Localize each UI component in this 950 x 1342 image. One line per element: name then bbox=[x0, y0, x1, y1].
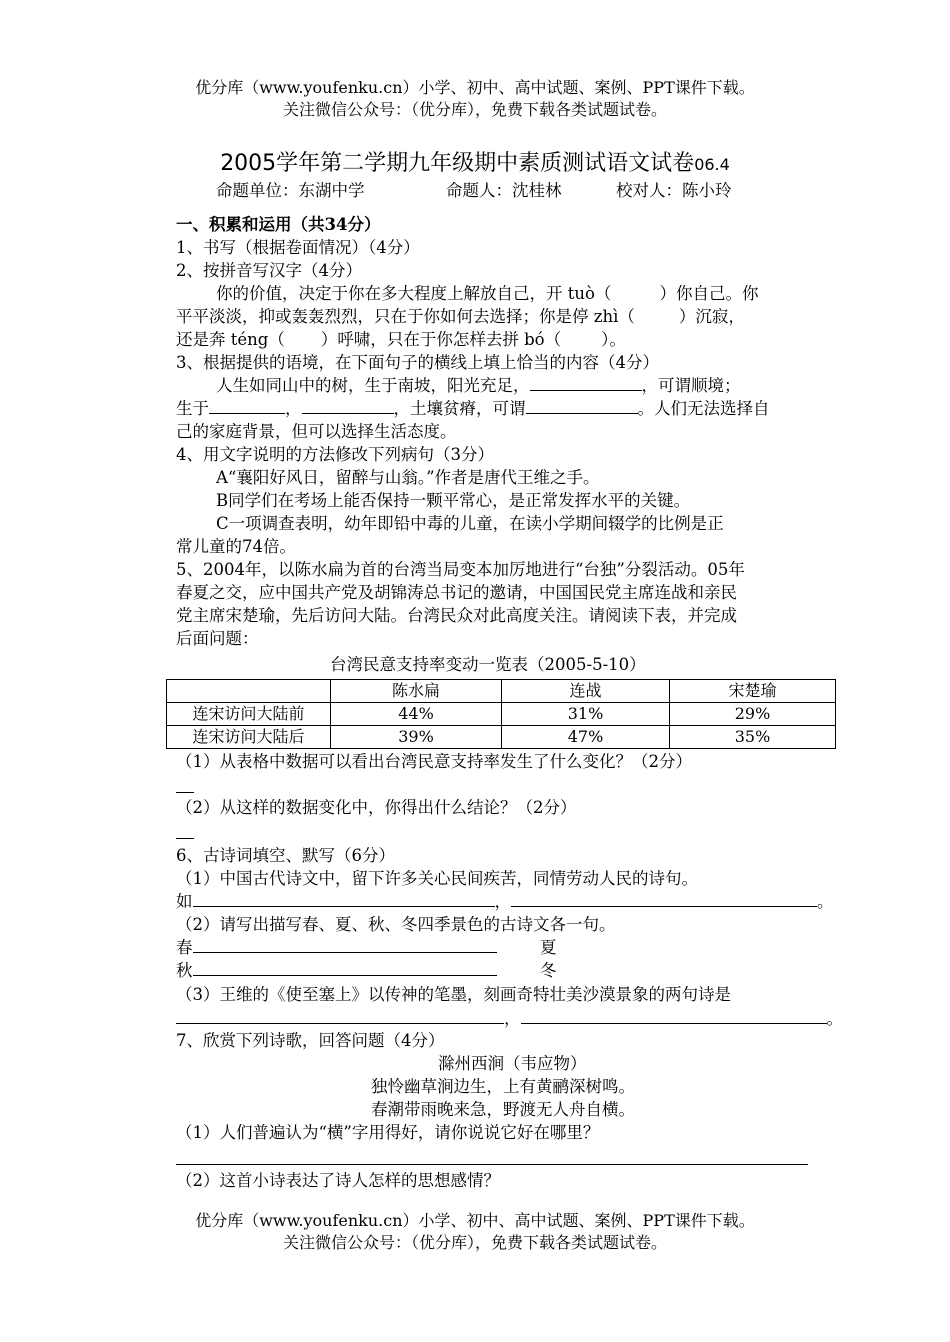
table-header-row bbox=[167, 680, 836, 703]
section-heading: 一、积累和运用（共34分） bbox=[176, 215, 381, 234]
question-4-label: 4、用文字说明的方法修改下列病句（3分） bbox=[176, 445, 494, 464]
poem-line-1: 独怜幽草涧边生，上有黄鹂深树鸣。 bbox=[371, 1077, 635, 1096]
question-5-sub-1: （1）从表格中数据可以看出台湾民意支持率发生了什么变化？（2分） bbox=[176, 752, 692, 771]
answer-blank[interactable] bbox=[302, 398, 394, 414]
question-4-a: A“襄阳好风日，留醉与山翁。”作者是唐代王维之手。 bbox=[216, 468, 600, 487]
question-7-label: 7、欣赏下列诗歌，回答问题（4分） bbox=[176, 1031, 445, 1050]
question-3-line-1: 人生如同山中的树，生于南坡，阳光充足， ，可谓顺境； bbox=[216, 376, 741, 395]
question-2-label: 2、按拼音写汉字（4分） bbox=[176, 261, 362, 280]
header-line-1: 优分库（www.youfenku.cn）小学、初中、高中试题、案例、PPT课件下载。 bbox=[195, 78, 755, 97]
summer-label: 夏 bbox=[540, 938, 557, 957]
answer-blank[interactable] bbox=[521, 1008, 827, 1024]
winter-label: 冬 bbox=[540, 961, 557, 980]
table-cell: 35% bbox=[670, 726, 836, 749]
question-2-line-2: 平平淡淡，抑或轰轰烈烈，只在于你如何去选择；你是停 zhì（ ）沉寂， bbox=[176, 307, 745, 326]
table-title: 台湾民意支持率变动一览表（2005-5-10） bbox=[330, 655, 646, 674]
question-3-label: 3、根据提供的语境，在下面句子的横线上填上恰当的内容（4分） bbox=[176, 353, 659, 372]
answer-blank[interactable] bbox=[209, 398, 285, 414]
author-unit: 命题单位：东湖中学 bbox=[216, 181, 365, 200]
table-row bbox=[167, 726, 836, 749]
question-6-sub-3: （3）王维的《使至塞上》以传神的笔墨，刻画奇特壮美沙漠景象的两句诗是 bbox=[176, 985, 731, 1004]
table-cell: 连宋访问大陆前 bbox=[167, 703, 331, 726]
table-header-cell bbox=[167, 680, 331, 703]
question-5-line-3: 党主席宋楚瑜，先后访问大陆。台湾民众对此高度关注。请阅读下表，并完成 bbox=[176, 606, 737, 625]
question-6-sub-1: （1）中国古代诗文中，留下许多关心民间疾苦，同情劳动人民的诗句。 bbox=[176, 869, 698, 888]
question-3-line-2: 生于 ， ，土壤贫瘠，可谓 。人们无法选择自 bbox=[176, 399, 770, 418]
question-2-line-1: 你的价值，决定于你在多大程度上解放自己，开 tuò（ ）你自己。你 bbox=[216, 284, 759, 303]
question-6-sub-2: （2）请写出描写春、夏、秋、冬四季景色的古诗文各一句。 bbox=[176, 915, 616, 934]
answer-blank[interactable] bbox=[193, 891, 495, 907]
question-6-sub-3-answer: ， 。 bbox=[176, 1008, 843, 1030]
question-4-c1: C一项调查表明，幼年即铅中毒的儿童，在读小学期间辍学的比例是正 bbox=[216, 514, 724, 533]
table-header-cell: 宋楚瑜 bbox=[670, 680, 836, 703]
table-cell: 连宋访问大陆后 bbox=[167, 726, 331, 749]
question-6-label: 6、古诗词填空、默写（6分） bbox=[176, 846, 395, 865]
question-7-sub-2: （2）这首小诗表达了诗人怎样的思想感情？ bbox=[176, 1171, 500, 1190]
question-5-line-2: 春夏之交，应中国共产党及胡锦涛总书记的邀请，中国国民党主席连战和亲民 bbox=[176, 583, 737, 602]
answer-blank[interactable] bbox=[176, 1008, 504, 1024]
table-cell: 44% bbox=[331, 703, 502, 726]
support-rate-table bbox=[166, 679, 836, 749]
poem-title: 滁州西涧（韦应物） bbox=[438, 1054, 587, 1073]
table-cell: 31% bbox=[502, 703, 670, 726]
answer-blank[interactable] bbox=[193, 960, 497, 976]
title-date: 06.4 bbox=[694, 155, 730, 174]
question-5-sub-2: （2）从这样的数据变化中，你得出什么结论？（2分） bbox=[176, 798, 577, 817]
table-header-cell: 连战 bbox=[502, 680, 670, 703]
question-6-sub-1-answer: 如 ， 。 bbox=[176, 892, 834, 911]
table-header-cell: 陈水扁 bbox=[331, 680, 502, 703]
question-4-c2: 常儿童的74倍。 bbox=[176, 537, 296, 556]
answer-blank[interactable] bbox=[526, 398, 638, 414]
question-5-line-4: 后面问题： bbox=[176, 629, 259, 648]
poem-line-2: 春潮带雨晚来急，野渡无人舟自横。 bbox=[371, 1100, 635, 1119]
footer-line-1: 优分库（www.youfenku.cn）小学、初中、高中试题、案例、PPT课件下载。 bbox=[195, 1211, 755, 1230]
table-cell: 47% bbox=[502, 726, 670, 749]
question-4-b: B同学们在考场上能否保持一颗平常心，是正常发挥水平的关键。 bbox=[216, 491, 691, 510]
table-cell: 29% bbox=[670, 703, 836, 726]
table-row bbox=[167, 703, 836, 726]
table-cell: 39% bbox=[331, 726, 502, 749]
answer-line[interactable] bbox=[176, 838, 194, 839]
question-2-line-3: 还是奔 téng（ ）呼啸，只在于你怎样去拼 bó（ ）。 bbox=[176, 330, 626, 349]
autumn-answer: 秋 bbox=[176, 960, 497, 982]
answer-line[interactable] bbox=[176, 1164, 808, 1165]
header-line-2: 关注微信公众号：（优分库），免费下载各类试题试卷。 bbox=[282, 100, 667, 119]
answer-blank[interactable] bbox=[193, 937, 497, 953]
question-1: 1、书写（根据卷面情况）（4分） bbox=[176, 238, 420, 257]
question-7-sub-1: （1）人们普遍认为“横”字用得好，请你说说它好在哪里？ bbox=[176, 1123, 600, 1142]
question-3-line-3: 己的家庭背景，但可以选择生活态度。 bbox=[176, 422, 457, 441]
page-title bbox=[0, 150, 950, 179]
footer-line-2: 关注微信公众号：（优分库），免费下载各类试题试卷。 bbox=[282, 1233, 667, 1252]
author-setter: 命题人：沈桂林 bbox=[446, 181, 562, 200]
title-main: 2005学年第二学期九年级期中素质测试语文试卷 bbox=[220, 151, 695, 176]
question-5-line-1: 5、2004年，以陈水扁为首的台湾当局变本加厉地进行“台独”分裂活动。05年 bbox=[176, 560, 745, 579]
author-checker: 校对人：陈小玲 bbox=[616, 181, 732, 200]
answer-line[interactable] bbox=[176, 792, 194, 793]
answer-blank[interactable] bbox=[511, 891, 817, 907]
spring-answer: 春 bbox=[176, 937, 497, 959]
answer-blank[interactable] bbox=[530, 375, 642, 391]
